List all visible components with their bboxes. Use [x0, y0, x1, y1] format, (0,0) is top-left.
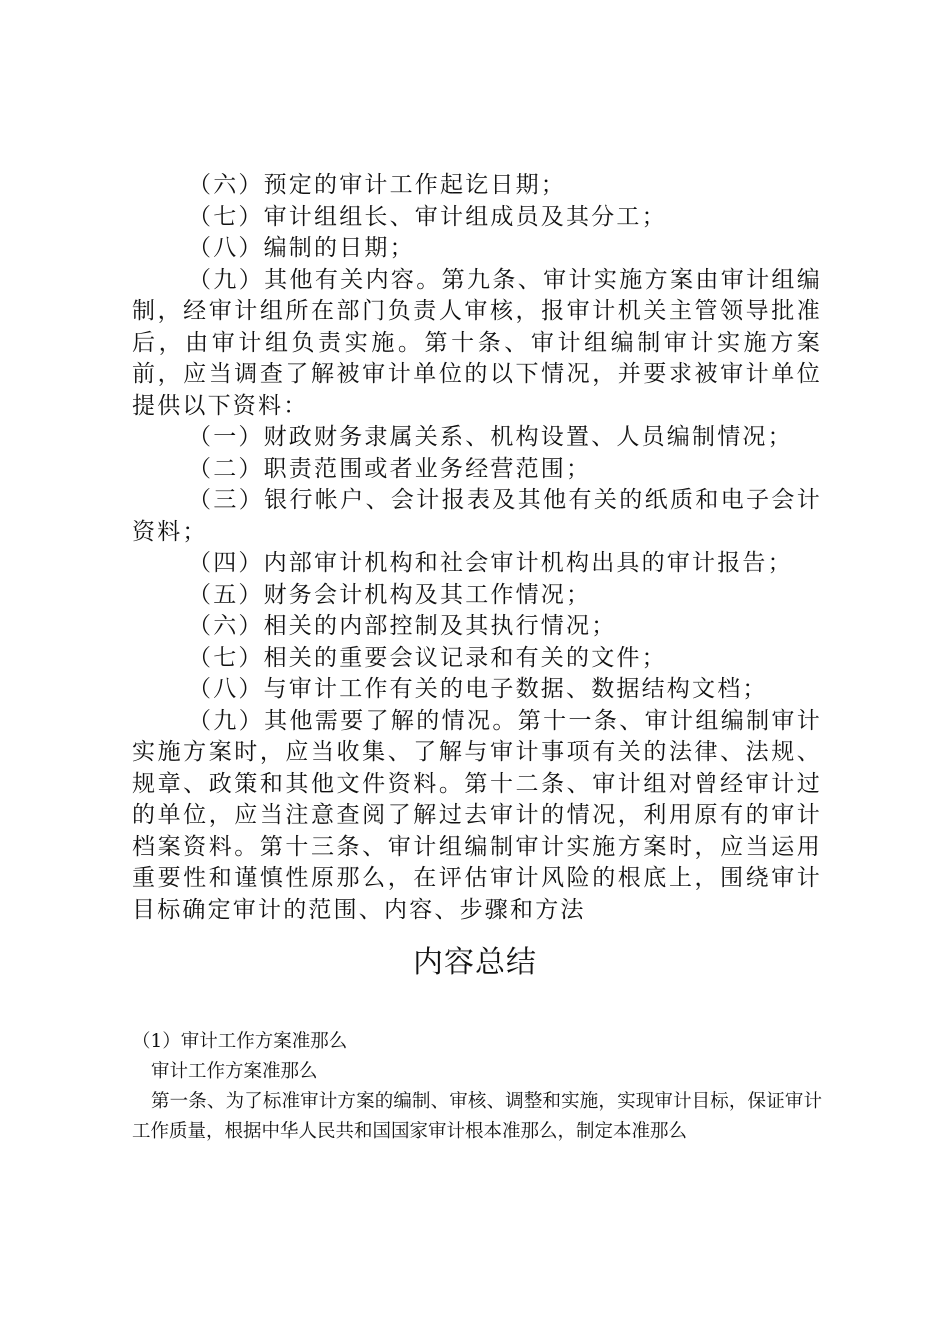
paragraph-item-8-date: （八）编制的日期； [188, 235, 415, 261]
summary-item-label: （1）审计工作方案准那么 [132, 1031, 348, 1052]
summary-subtitle: 审计工作方案准那么 [151, 1061, 318, 1082]
paragraph-info-1: （一）财政财务隶属关系、机构设置、人员编制情况； [188, 424, 793, 450]
paragraph-info-6: （六）相关的内部控制及其执行情况； [188, 613, 617, 639]
paragraph-info-7: （七）相关的重要会议记录和有关的文件； [188, 644, 667, 671]
paragraph-info-3: （三）银行帐户、会计报表及其他有关的纸质和电子会计资料； [132, 487, 822, 545]
paragraph-item-6-schedule: （六）预定的审计工作起讫日期； [188, 172, 566, 198]
paragraph-info-5: （五）财务会计机构及其工作情况； [188, 581, 592, 608]
paragraph-info-9-articles-11-13: （九）其他需要了解的情况。第十一条、审计组编制审计实施方案时，应当收集、了解与审计事项有关的法律、法规、规章、政策和其他文件资料。第十二条、审计组对曾经审计过的单位，应当注意查阅了解过去审计的情况，利用原有的审计档案资料。第十三条、审计组编制审计实施方案时，应当运用重要性和谨慎性原那么，在评估审计风险的根底上，围绕审计目标确定审计的范围、内容、步骤和方法 [132, 707, 822, 923]
summary-first-article: 第一条、为了标准审计方案的编制、审核、调整和实施，实现审计目标，保证审计工作质量，根据中华人民共和国国家审计根本准那么，制定本准那么 [132, 1091, 822, 1142]
paragraph-item-7-team: （七）审计组组长、审计组成员及其分工； [188, 203, 667, 230]
paragraph-info-8: （八）与审计工作有关的电子数据、数据结构文档； [188, 676, 768, 702]
paragraph-info-2: （二）职责范围或者业务经营范围； [188, 455, 592, 482]
document-body [132, 170, 822, 926]
paragraph-info-4: （四）内部审计机构和社会审计机构出具的审计报告； [188, 550, 793, 576]
summary-section [132, 1027, 822, 1147]
summary-heading: 内容总结 [413, 945, 537, 980]
paragraph-item-9-articles-9-10: （九）其他有关内容。第九条、审计实施方案由审计组编制，经审计组所在部门负责人审核，报审计机关主管领导批准后，由审计组负责实施。第十条、审计组编制审计实施方案前，应当调查了解被审计单位的以下情况，并要求被审计单位提供以下资料： [132, 266, 822, 419]
